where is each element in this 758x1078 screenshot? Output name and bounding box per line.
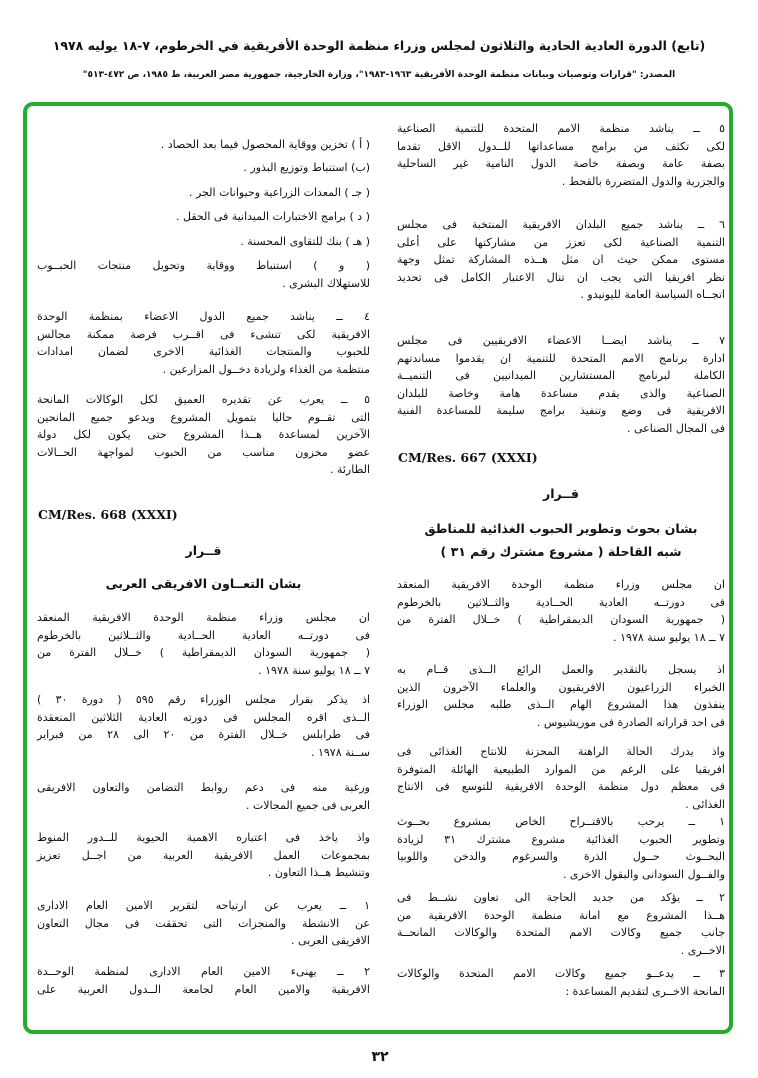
text-line: للحبوب والمنتجات الغذائية الاخرى لضمان امدادات — [37, 345, 370, 358]
text-line: ٧ ــ ١٨ يوليو سنة ١٩٧٨ . — [613, 630, 725, 644]
resolution-subject: بشان التعــاون الافريقى العربى — [105, 576, 302, 591]
paragraph-recital2 — [37, 779, 370, 814]
text-line: ٧ ــ يناشد ايضــا الاعضاء الافريقيين فى مجلس — [397, 334, 725, 347]
paragraph-recital3 — [37, 829, 370, 882]
resolution-heading: قــرار — [185, 543, 222, 558]
text-line: ٢ ــ يؤكد من جديد الحاجة الى تعاون نشــط فى — [397, 891, 725, 904]
paragraph-recital1 — [37, 691, 370, 761]
text-line: منتظمة من الغذاء ولزيادة دخــول المزارعين . — [162, 362, 370, 376]
text-line: الخبراء الزراعيون الافريقيون والعلماء الآخرون الذين — [397, 680, 725, 694]
text-line: ( جمهورية السودان الديمقراطية ) خــلال الفترة من — [397, 613, 725, 626]
text-line: اذ يسجل بالتقدير والعمل الرائع الــذى قــام به — [397, 663, 725, 676]
text-line: التى تقــوم حاليا بتمويل المشروع ويدعو جميع المانحين — [37, 410, 370, 424]
text-line: اتجــاه السياسة العامة لليونيدو . — [580, 288, 725, 301]
text-line: ان مجلس وزراء منظمة الوحدة الافريقية المنعقد — [397, 578, 725, 591]
text-line: ســنة ١٩٧٨ . — [310, 745, 370, 759]
paragraph-intro — [37, 609, 370, 679]
text-line: الافريقية لكى تنشىء فى اقــرب فرصة ممكنة مجالس — [37, 327, 370, 341]
text-line: عن الانشطة والمنجزات التى تحققت فى مجال التعاون — [37, 916, 370, 930]
resolution-subject: بشان بحوث وتطوير الحبوب الغذائية للمناطق — [424, 521, 698, 536]
list-item: ( د ) برامج الاختبارات الميدانية فى الحقل . — [176, 210, 370, 223]
text-line: عضو مخزون مناسب من الحبوب لمواجهة الحــالات — [37, 445, 370, 459]
text-line: جانب جميع وكالات الامم المتحدة والوكالات المانحــة — [397, 926, 725, 939]
text-line: افريقيا على الرغم من الموارد الطبيعية الهائلة المتوفرة — [397, 762, 725, 776]
text-line: ادارة برنامج الامم المتحدة للتنمية ان يقدموا مساندتهم — [397, 351, 725, 365]
text-line: ( جمهورية السودان الديمقراطية ) خــلال الفترة من — [37, 646, 370, 659]
text-line: وتنشيط هــذا التعاون . — [267, 866, 370, 879]
text-line: والجزرية والدول المتضررة بالقحط . — [561, 174, 725, 188]
paragraph-op2 — [37, 963, 370, 998]
text-line: واذ ياخذ فى اعتباره الاهمية الحيوية للــدور المنوط — [37, 831, 370, 844]
text-line: ان مجلس وزراء منظمة الوحدة الافريقية المنعقد — [37, 611, 370, 624]
text-line: بصفة عامة وبصفة خاصة الدول النامية غير الساحلية — [397, 157, 725, 170]
paragraph-op1 — [397, 813, 725, 883]
text-line: الطارئة . — [329, 463, 370, 476]
paragraph-op3 — [397, 965, 725, 1000]
text-line: هــذا المشروع مع امانة منظمة الوحدة الافريقية من — [397, 908, 725, 922]
text-line: للاستهلاك البشرى . — [282, 276, 370, 290]
paragraph-para5 — [397, 120, 725, 190]
text-line: ٣ ــ يدعــو جميع وكالات الامم المتحدة والوكالات — [397, 967, 725, 980]
text-line: فى دورتــه العادية الحــادية والثــلاثين بالخرطوم — [37, 628, 370, 642]
text-line: الــذى اقره المجلس فى دورته العادية الثلاثين المنعقدة — [37, 710, 370, 724]
text-line: وتطوير الحبوب الغذائية مشروع مشترك ٣١ لزيادة — [397, 832, 725, 846]
resolution-code: CM/Res. 668 (XXXI) — [38, 507, 178, 522]
text-line: فى دورتــه العادية الحــادية والثــلاثين بالخرطوم — [397, 595, 725, 609]
paragraph-op2 — [397, 889, 725, 959]
text-line: نظر افريقيا التى يجب ان تنال الاعتبار الكامل فى تحديد — [397, 270, 725, 284]
text-line: الافريقية والامين العام لجامعة الــدول العربية على — [37, 982, 370, 996]
text-line: ٦ ــ يناشد جميع البلدان الافريقية المنتخبة فى مجلس — [397, 218, 725, 231]
paragraph-list_last — [37, 257, 370, 292]
text-line: ٥ ــ يناشد منظمة الامم المتحدة للتنمية الصناعية — [397, 122, 725, 135]
paragraph-para7 — [397, 332, 725, 437]
text-line: اذ يذكر بقرار مجلس الوزراء رقم ٥٩٥ ( دورة ٣٠ ) — [37, 693, 370, 706]
text-line: الصناعية والذى يقدم مساعدة هامة وخاصة للبلدان — [397, 386, 725, 400]
text-line: ٥ ــ يعرب عن تقديره العميق لكل الوكالات المانحة — [37, 393, 370, 406]
text-line: ( و ) استنباط ووقاية وتحويل منتجات الحبــوب — [37, 259, 370, 272]
document-title: (تابع) الدورة العادية الحادية والثلاثون لمجلس وزراء منظمة الوحدة الأفريقية في الخرطوم، ٧-١٨ يوليه ١٩٧٨ — [52, 38, 706, 53]
text-line: الآخرين لمساعدة هــذا المشروع حتى يكون لكل دولة — [37, 428, 370, 441]
text-line: الغذائى . — [685, 797, 725, 811]
text-line: فى المجال الصناعى . — [627, 421, 725, 435]
list-item: (ب) استنباط وتوزيع البذور . — [243, 161, 370, 174]
text-line: المانحة الاخــرى لتقديم المساعدة : — [565, 984, 725, 998]
text-line: واذ يدرك الحالة الراهنة المحزنة للانتاج الغذائى فى — [397, 745, 725, 758]
text-line: الاخــرى . — [680, 943, 725, 957]
text-line: البحــوث حــول الذرة والسرغوم والدخن واللوبيا — [397, 850, 725, 863]
text-line: الكاملة لبرنامج المستشارين الميدانيين فى التنميــة — [397, 369, 725, 382]
text-line: الافريقية فى وضع وتنفيذ برامج سليمة للمساعدة الفنية — [397, 404, 725, 417]
resolution-subject: شبه القاحلة ( مشروع مشترك رقم ٣١ ) — [440, 544, 682, 559]
list-item: ( هـ ) بنك للتقاوى المحسنة . — [240, 235, 370, 248]
text-line: فى احد قراراته الصادرة فى موريشيوس . — [536, 715, 725, 729]
text-line: العربى فى جميع المجالات . — [245, 798, 370, 812]
text-line: بمجموعات العمل الافريقية العربية من اجــل تعزيز — [37, 848, 370, 862]
text-line: ١ ــ يرحب بالاقتــراح الخاص بمشروع بحــوث — [397, 815, 725, 828]
resolution-heading: قــرار — [543, 486, 579, 501]
paragraph-para6 — [397, 216, 725, 304]
text-line: ينفذون هذا المشروع الهام الــذى طلبه مجلس الوزراء — [397, 698, 725, 711]
text-line: التنمية الصناعية لكى تعزز من مشاركتها على أعلى — [397, 235, 725, 249]
resolution-code: CM/Res. 667 (XXXI) — [398, 450, 538, 465]
text-line: فى طرابلس خــلال الفترة من ٢٠ الى ٢٨ من فبراير — [37, 728, 370, 741]
text-line: ٢ ــ يهنىء الامين العام الادارى لمنظمة الوحــدة — [37, 965, 370, 978]
page-number: ٣٢ — [371, 1049, 389, 1065]
paragraph-op5 — [37, 391, 370, 479]
text-line: ١ ــ يعرب عن ارتياحه لتقرير الامين العام الادارى — [37, 899, 370, 912]
text-line: والفــول السودانى والبقول الاخرى . — [562, 867, 725, 881]
text-line: فى معظم دول منظمة الوحدة الافريقية للتوسع فى الانتاج — [397, 780, 725, 793]
paragraph-recital1 — [397, 661, 725, 731]
text-line: مستوى ممكن حيث ان مثل هــذه المشاركة تمثل وجهة — [397, 253, 725, 266]
text-line: لكى تكثف من برامج مساعداتها للــدول الاقل تقدما — [397, 139, 725, 153]
paragraph-op1 — [37, 897, 370, 950]
paragraph-recital2 — [397, 743, 725, 813]
paragraph-intro — [397, 576, 725, 646]
list-item: ( جـ ) المعدات الزراعية وحيوانات الجر . — [189, 186, 370, 199]
text-line: ورغبة منه فى دعم روابط التضامن والتعاون الافريقى — [37, 781, 370, 794]
list-item: ( أ ) تخزين ووقاية المحصول فيما بعد الحصاد . — [160, 138, 370, 151]
source-citation: المصدر: "قرارات وتوصيات وبيانات منظمة الوحدة الأفريقية ١٩٦٣-١٩٨٣"، وزارة الخارجية، جمهورية مصر العربية، ط ١٩٨٥، ص ٤٧٢-٥١٣" — [82, 70, 676, 80]
paragraph-op4 — [37, 308, 370, 378]
text-line: الافريقى العربى . — [291, 934, 370, 947]
text-line: ٧ ــ ١٨ يوليو سنة ١٩٧٨ . — [258, 663, 370, 677]
text-line: ٤ ــ يناشد جميع الدول الاعضاء بمنظمة الوحدة — [37, 310, 370, 323]
